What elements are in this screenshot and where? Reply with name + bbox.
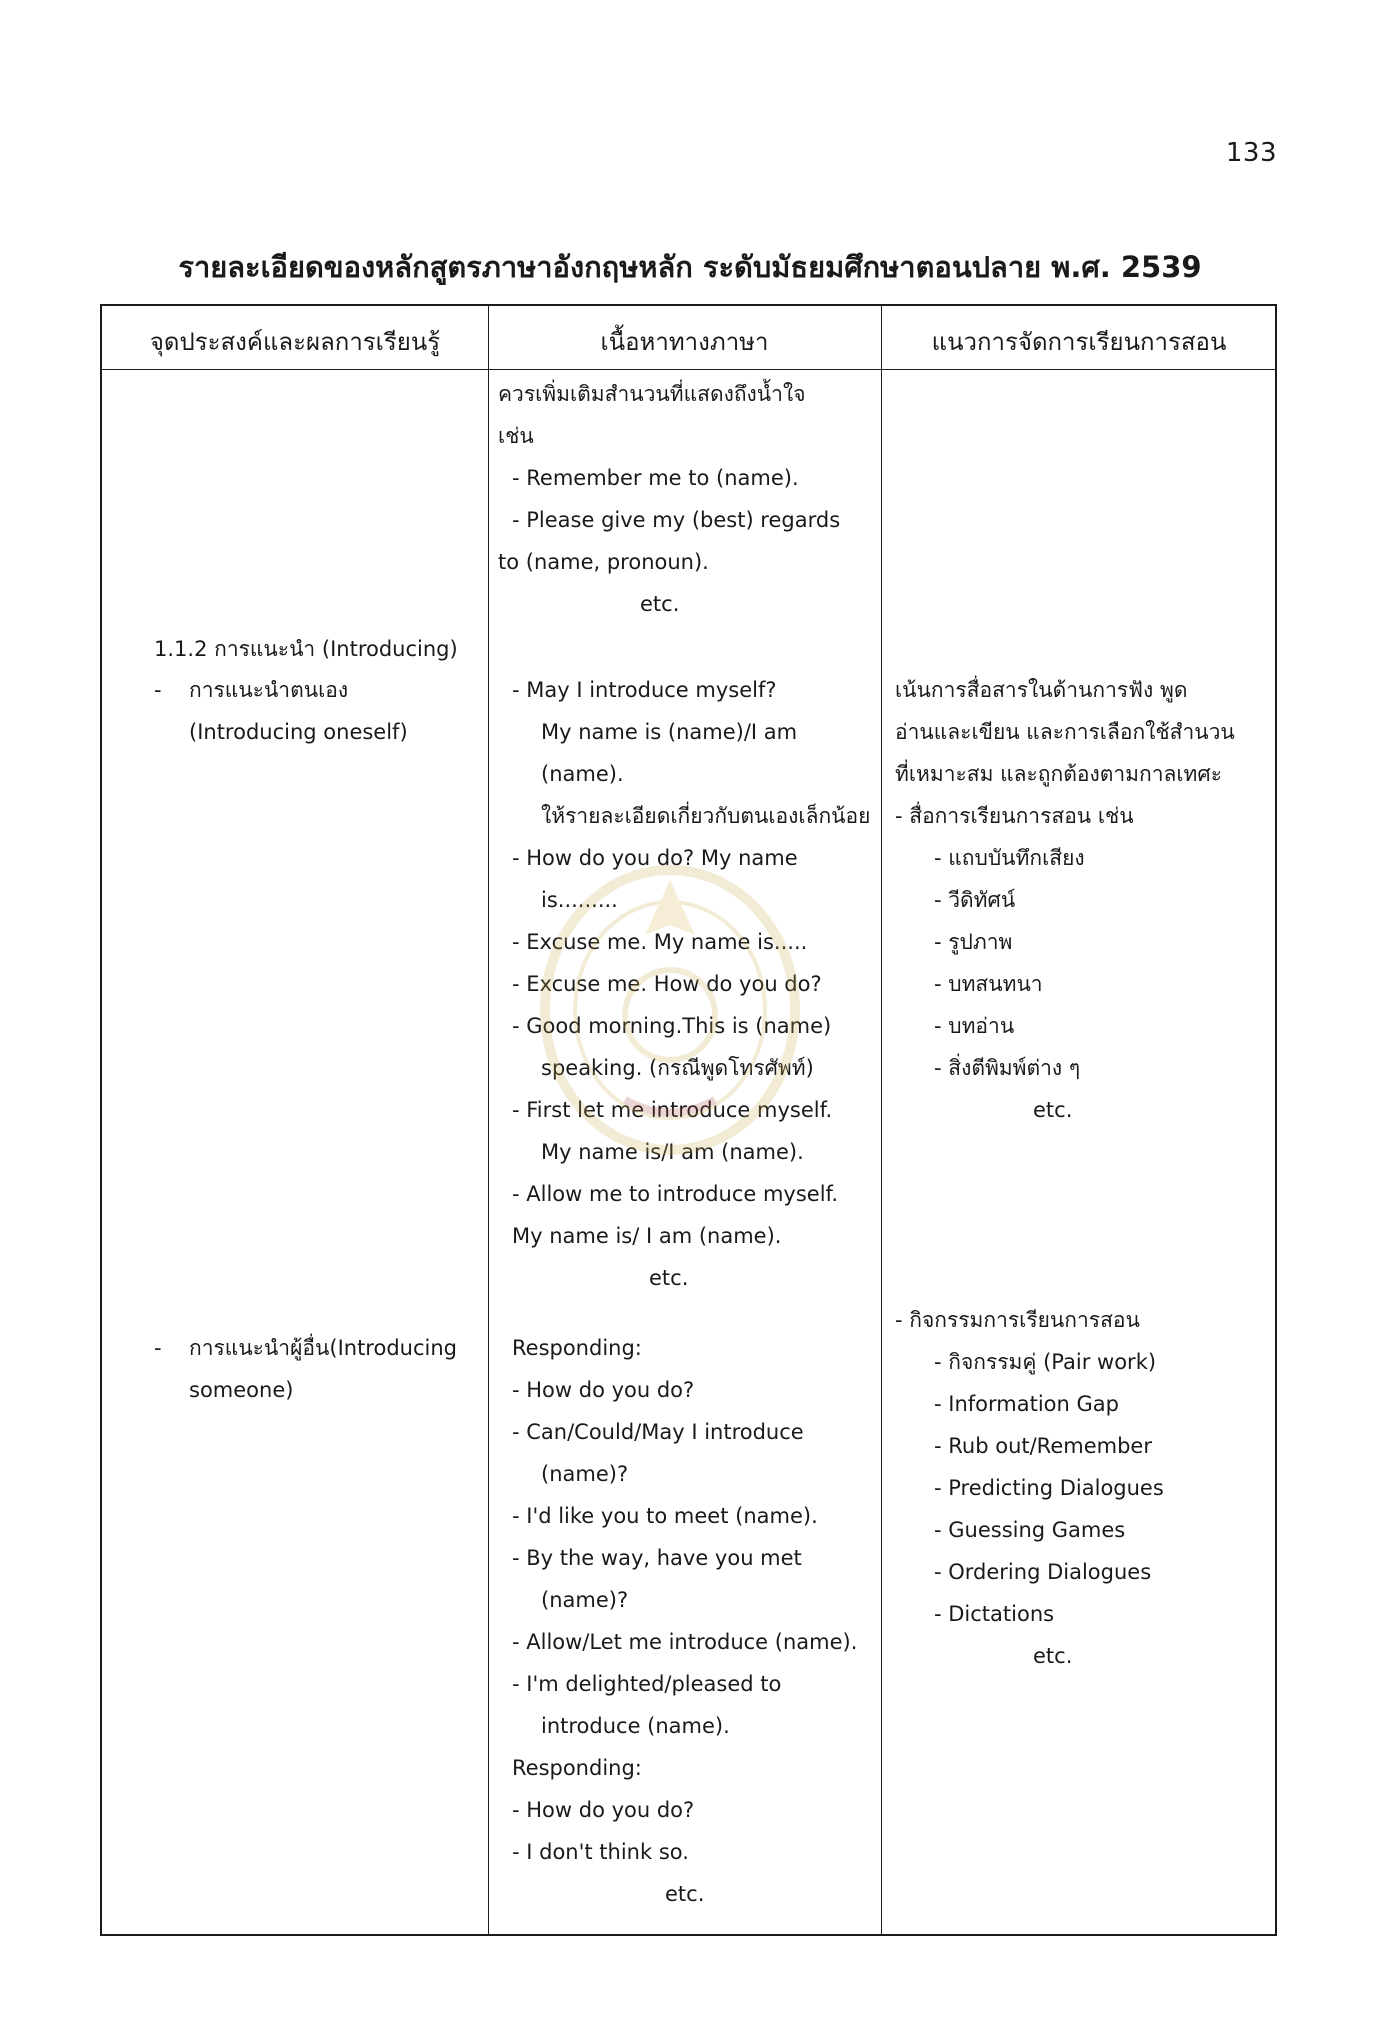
header-divider xyxy=(102,369,1275,370)
page-number: 133 xyxy=(1225,138,1277,168)
content-line: etc. xyxy=(649,1266,689,1290)
content-line: - How do you do? My name xyxy=(512,846,798,870)
content-line: - I'd like you to meet (name). xyxy=(512,1504,818,1528)
curriculum-table xyxy=(100,304,1277,1936)
content-line: (name)? xyxy=(541,1588,629,1612)
approach-line: - สิ่งตีพิมพ์ต่าง ๆ xyxy=(934,1056,1081,1080)
approach-line: - กิจกรรมการเรียนการสอน xyxy=(895,1308,1140,1332)
objective-item-english: someone) xyxy=(189,1378,294,1402)
objective-item: การแนะนำตนเอง xyxy=(189,678,349,702)
content-line: ควรเพิ่มเติมสำนวนที่แสดงถึงน้ำใจ xyxy=(498,382,806,406)
content-line: - Remember me to (name). xyxy=(512,466,799,490)
approach-line: - Predicting Dialogues xyxy=(934,1476,1164,1500)
content-line: (name)? xyxy=(541,1462,629,1486)
approach-line: - Information Gap xyxy=(934,1392,1119,1416)
content-line: to (name, pronoun). xyxy=(498,550,709,574)
content-line: speaking. (กรณีพูดโทรศัพท์) xyxy=(541,1056,814,1080)
content-line: - Allow/Let me introduce (name). xyxy=(512,1630,858,1654)
approach-line: - กิจกรรมคู่ (Pair work) xyxy=(934,1350,1157,1374)
header-teaching-approach: แนวการจัดการเรียนการสอน xyxy=(931,328,1227,356)
approach-line: - บทสนทนา xyxy=(934,972,1043,996)
objective-item: การแนะนำผู้อื่น(Introducing xyxy=(189,1336,457,1360)
approach-line: เน้นการสื่อสารในด้านการฟัง พูด xyxy=(895,678,1188,702)
content-line: (name). xyxy=(541,762,624,786)
content-line: - First let me introduce myself. xyxy=(512,1098,833,1122)
content-line: Responding: xyxy=(512,1756,642,1780)
content-line: is......... xyxy=(541,888,618,912)
bullet-dash: - xyxy=(154,678,162,702)
content-line: introduce (name). xyxy=(541,1714,730,1738)
content-line: - I'm delighted/pleased to xyxy=(512,1672,782,1696)
objective-item-english: (Introducing oneself) xyxy=(189,720,408,744)
content-line: - I don't think so. xyxy=(512,1840,689,1864)
objective-heading: 1.1.2 การแนะนำ (Introducing) xyxy=(154,637,458,661)
content-line: - Allow me to introduce myself. xyxy=(512,1182,839,1206)
column-divider xyxy=(881,306,882,1934)
content-line: My name is (name)/I am xyxy=(541,720,798,744)
content-line: - How do you do? xyxy=(512,1378,695,1402)
approach-line: - Guessing Games xyxy=(934,1518,1126,1542)
content-line: - Good morning.This is (name) xyxy=(512,1014,832,1038)
approach-line: - สื่อการเรียนการสอน เช่น xyxy=(895,804,1134,828)
approach-line: etc. xyxy=(1033,1098,1073,1122)
content-line: ให้รายละเอียดเกี่ยวกับตนเองเล็กน้อย xyxy=(541,804,871,828)
content-line: - Can/Could/May I introduce xyxy=(512,1420,804,1444)
content-line: - May I introduce myself? xyxy=(512,678,777,702)
approach-line: etc. xyxy=(1033,1644,1073,1668)
content-line: - How do you do? xyxy=(512,1798,695,1822)
content-line: เช่น xyxy=(498,424,534,448)
header-objectives: จุดประสงค์และผลการเรียนรู้ xyxy=(149,328,441,356)
approach-line: ที่เหมาะสม และถูกต้องตามกาลเทศะ xyxy=(895,762,1223,786)
content-line: - Excuse me. How do you do? xyxy=(512,972,822,996)
content-line: etc. xyxy=(640,592,680,616)
approach-line: - แถบบันทึกเสียง xyxy=(934,846,1085,870)
header-language-content: เนื้อหาทางภาษา xyxy=(600,328,769,356)
bullet-dash: - xyxy=(154,1336,162,1360)
approach-line: - รูปภาพ xyxy=(934,930,1013,954)
content-line: - By the way, have you met xyxy=(512,1546,802,1570)
approach-line: อ่านและเขียน และการเลือกใช้สำนวน xyxy=(895,720,1235,744)
content-line: My name is/I am (name). xyxy=(541,1140,804,1164)
approach-line: - บทอ่าน xyxy=(934,1014,1015,1038)
column-divider xyxy=(488,306,489,1934)
content-line: My name is/ I am (name). xyxy=(512,1224,782,1248)
approach-line: - Ordering Dialogues xyxy=(934,1560,1152,1584)
approach-line: - วีดิทัศน์ xyxy=(934,888,1016,912)
approach-line: - Rub out/Remember xyxy=(934,1434,1152,1458)
content-line: Responding: xyxy=(512,1336,642,1360)
content-line: - Please give my (best) regards xyxy=(512,508,841,532)
page-title: รายละเอียดของหลักสูตรภาษาอังกฤษหลัก ระดับมัธยมศึกษาตอนปลาย พ.ศ. 2539 xyxy=(178,250,1202,284)
approach-line: - Dictations xyxy=(934,1602,1055,1626)
content-line: etc. xyxy=(665,1882,705,1906)
content-line: - Excuse me. My name is..... xyxy=(512,930,808,954)
